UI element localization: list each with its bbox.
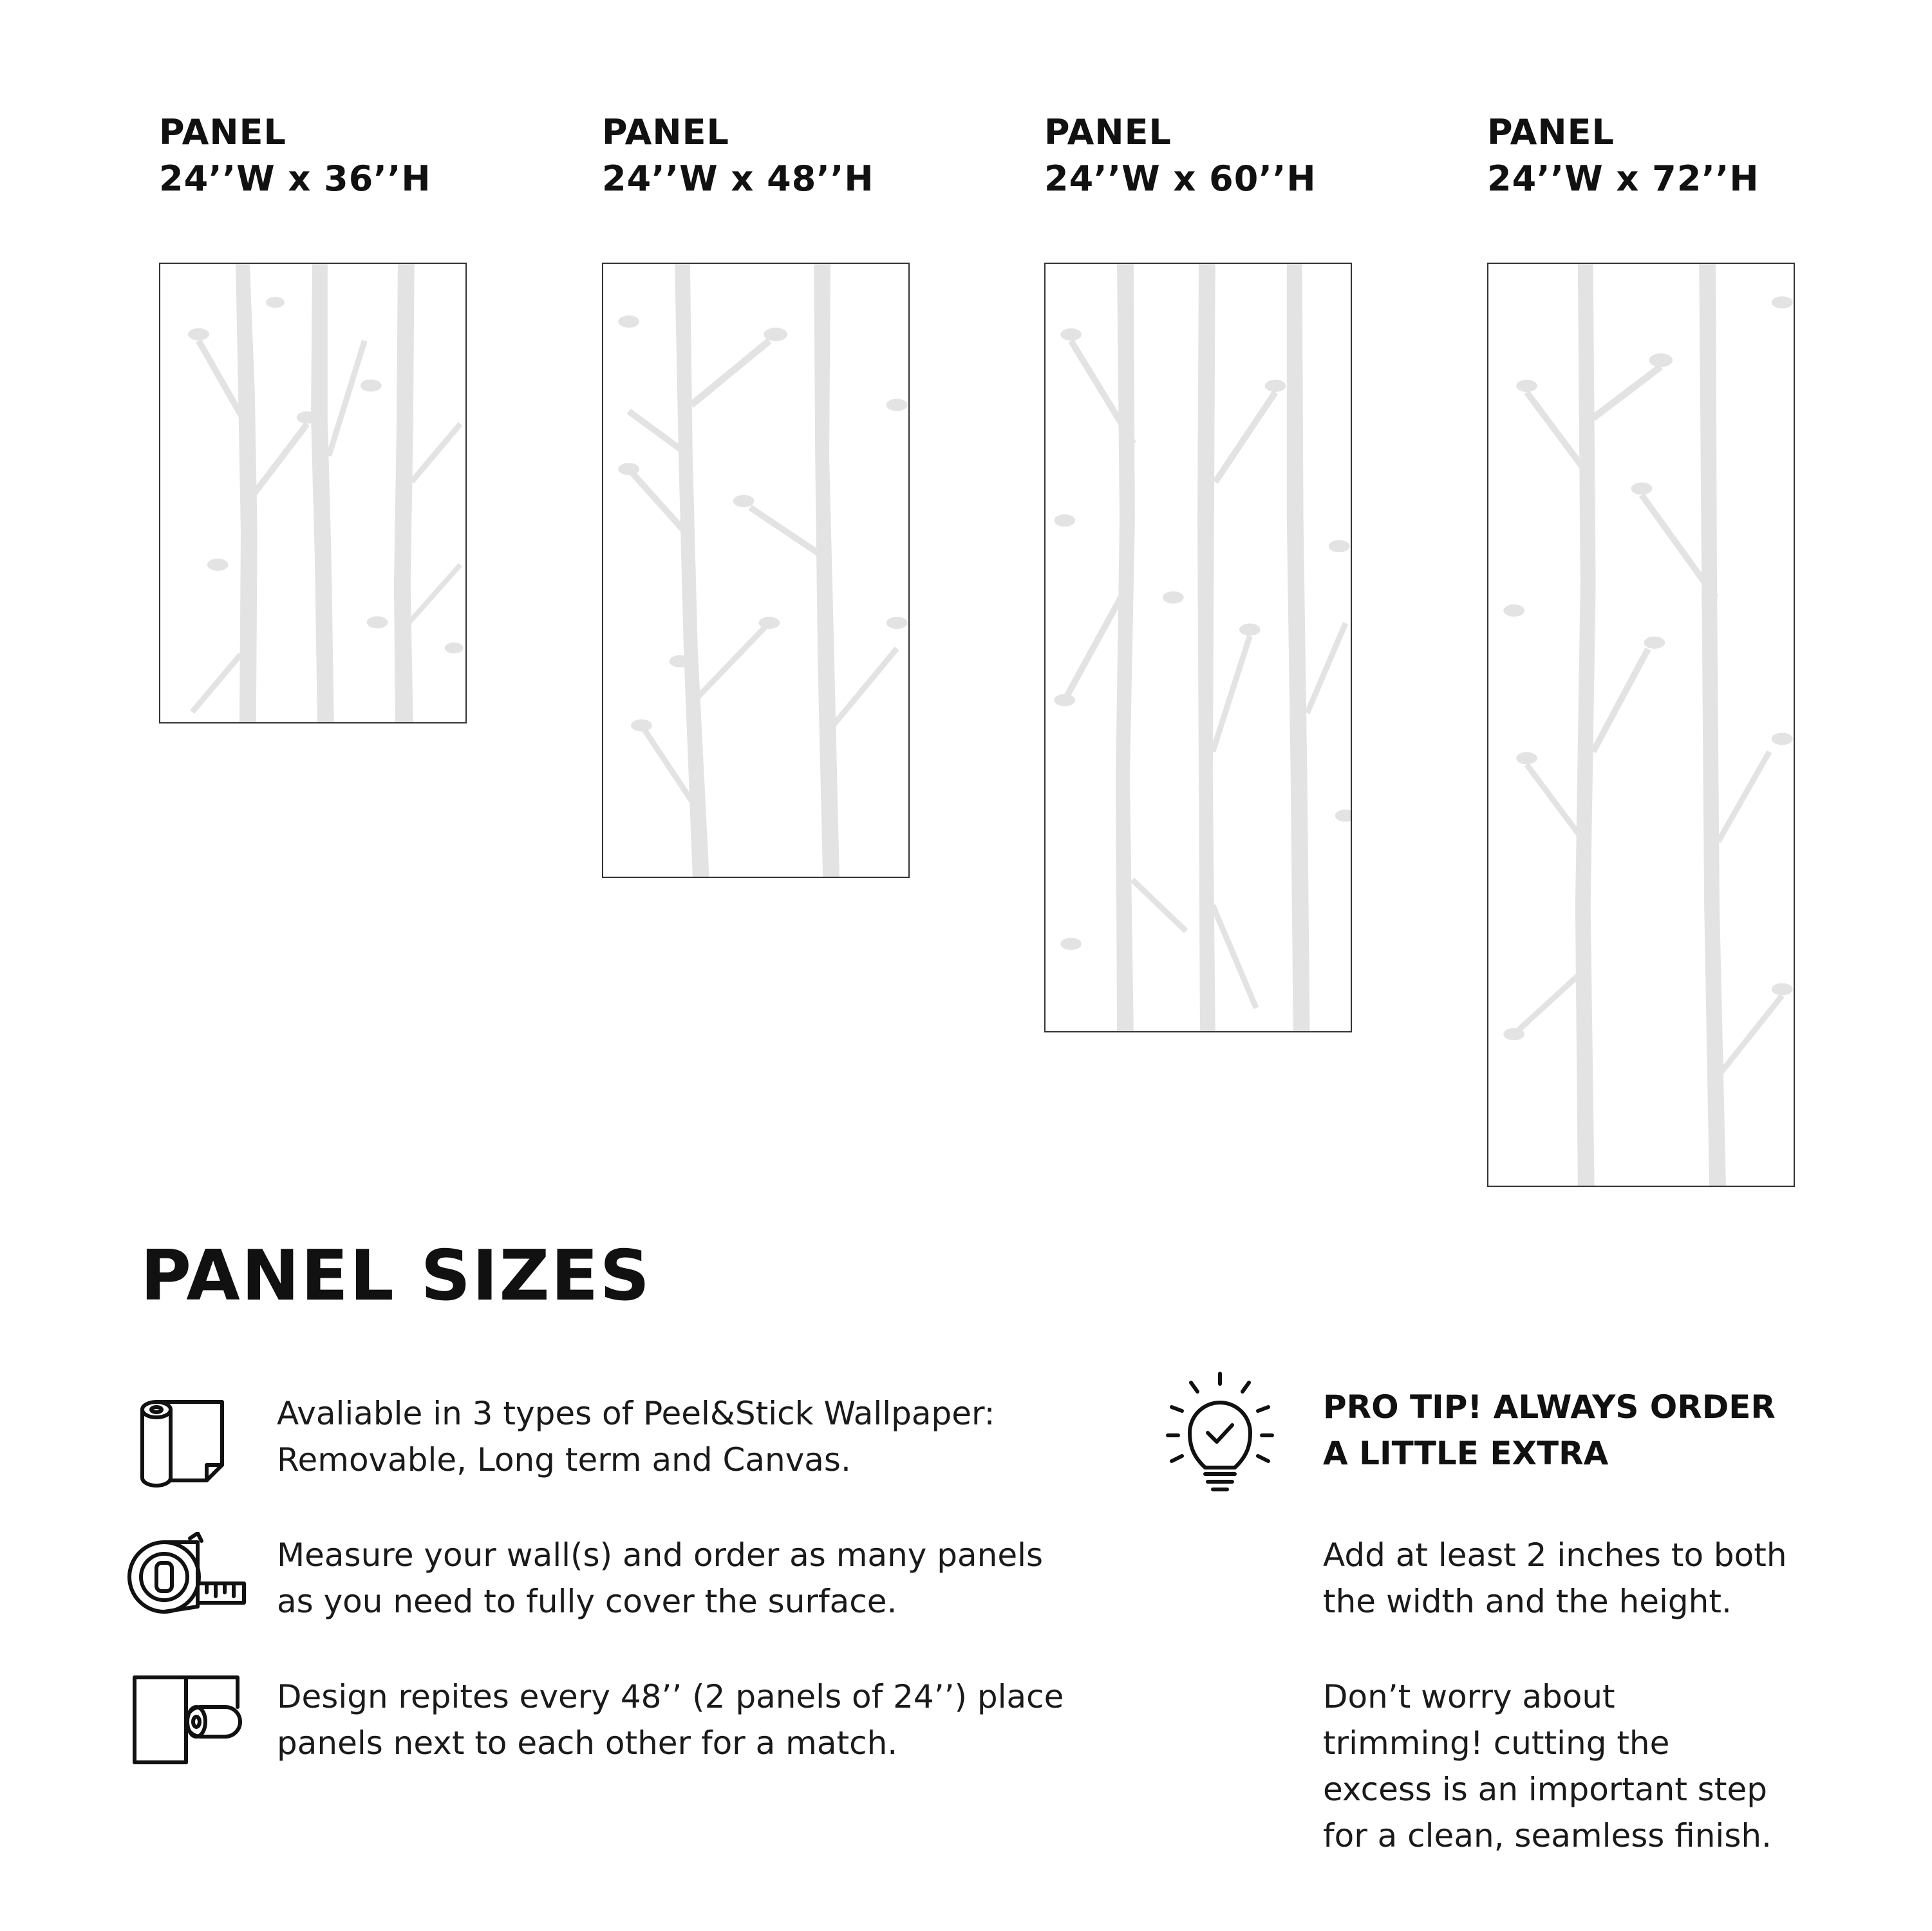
pro-tip-line: for a clean, seamless finish.: [1323, 1817, 1772, 1854]
feature-line: Measure your wall(s) and order as many panels: [277, 1536, 1044, 1574]
pro-tip-paragraph-2: [1323, 1674, 1772, 1859]
pro-tip-line: excess is an important step: [1323, 1771, 1767, 1808]
feature-line: as you need to fully cover the surface.: [277, 1583, 897, 1620]
panel-label-title: PANEL: [1044, 112, 1172, 153]
panel-label-72: [1487, 109, 1759, 202]
panel-label-title: PANEL: [602, 112, 729, 153]
feature-text-types: [277, 1390, 995, 1483]
panel-preview-48: [602, 263, 910, 878]
pro-tip-paragraph-1: [1323, 1532, 1787, 1625]
panel-label-size: 24’’W x 60’’H: [1044, 158, 1317, 199]
birch-tree-pattern: [160, 264, 465, 722]
pro-tip-line: Add at least 2 inches to both: [1323, 1536, 1787, 1574]
pro-tip-heading-line: PRO TIP! ALWAYS ORDER: [1323, 1388, 1776, 1426]
panel-preview-36: [159, 263, 467, 723]
panel-label-36: [159, 109, 431, 202]
pro-tip-line: the width and the height.: [1323, 1583, 1732, 1620]
feature-line: Removable, Long term and Canvas.: [277, 1441, 851, 1479]
panel-label-title: PANEL: [159, 112, 286, 153]
pro-tip-line: trimming! cutting the: [1323, 1724, 1670, 1762]
panel-label-size: 24’’W x 48’’H: [602, 158, 874, 199]
feature-line: panels next to each other for a match.: [277, 1724, 898, 1762]
panel-preview-72: [1487, 263, 1795, 1187]
feature-line: Avaliable in 3 types of Peel&Stick Wallpaper:: [277, 1395, 995, 1432]
tape-measure-icon: [126, 1532, 248, 1622]
feature-text-repeat: [277, 1674, 1064, 1766]
section-title: PANEL SIZES: [140, 1236, 652, 1316]
pro-tip-line: Don’t worry about: [1323, 1678, 1615, 1715]
panels-roll-icon: [132, 1675, 248, 1765]
panel-label-60: [1044, 109, 1317, 202]
panel-label-title: PANEL: [1487, 112, 1615, 153]
panel-label-size: 24’’W x 36’’H: [159, 158, 431, 199]
lightbulb-check-icon: [1165, 1371, 1275, 1493]
panel-label-48: [602, 109, 874, 202]
birch-tree-pattern: [1488, 264, 1794, 1186]
birch-tree-pattern: [1046, 264, 1351, 1031]
pro-tip-heading: [1323, 1384, 1776, 1477]
feature-text-measure: [277, 1532, 1043, 1625]
wallpaper-roll-icon: [132, 1395, 229, 1492]
birch-tree-pattern: [603, 264, 908, 877]
panel-label-size: 24’’W x 72’’H: [1487, 158, 1759, 199]
panel-preview-60: [1044, 263, 1352, 1032]
pro-tip-heading-line: A LITTLE EXTRA: [1323, 1435, 1609, 1472]
feature-line: Design repites every 48’’ (2 panels of 24’’) place: [277, 1678, 1064, 1715]
